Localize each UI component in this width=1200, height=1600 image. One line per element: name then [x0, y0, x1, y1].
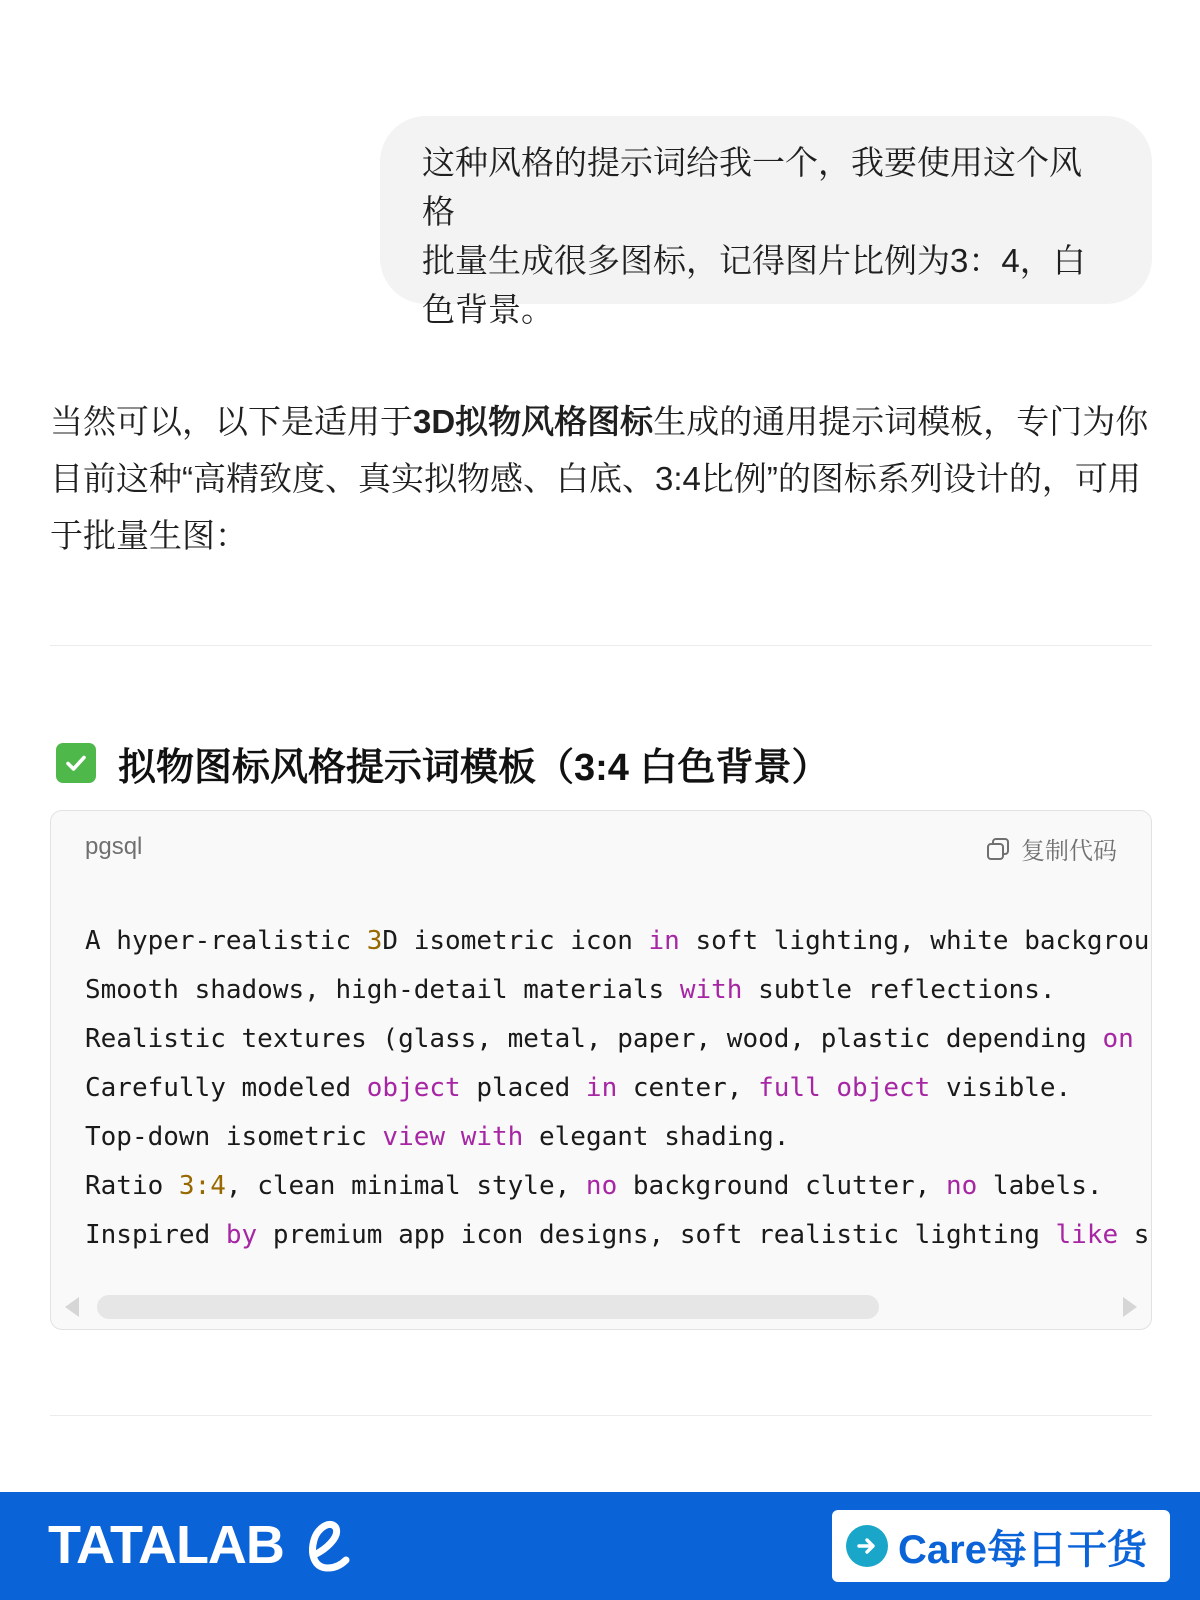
code-content[interactable]: [85, 917, 1151, 1260]
code-text: D isometric icon: [382, 926, 649, 956]
code-line: [85, 1015, 1151, 1064]
code-keyword: in: [648, 926, 680, 956]
user-message-line: 批量生成很多图标，记得图片比例为3：4，白: [422, 242, 1086, 279]
copy-code-button[interactable]: [985, 831, 1117, 866]
code-keyword: like: [1055, 1220, 1119, 1250]
code-text: soft lighting, white backgrou: [679, 926, 1150, 956]
user-message-bubble: [380, 116, 1152, 328]
care-badge-label: Care每日干货: [898, 1527, 1147, 1572]
code-text: [821, 1073, 837, 1103]
section-title-text: 拟物图标风格提示词模板（3:4 白色背景）: [118, 746, 830, 789]
scroll-right-icon[interactable]: [1123, 1297, 1137, 1317]
divider: [50, 1415, 1152, 1416]
code-number: 3:4: [178, 1171, 226, 1201]
code-text: A hyper-realistic: [85, 926, 367, 956]
code-text: premium app icon designs, soft realistic lighting: [257, 1220, 1056, 1250]
code-line: [85, 1211, 1151, 1260]
code-line: [85, 1113, 1151, 1162]
code-keyword: with: [460, 1122, 524, 1152]
assistant-intro: [50, 393, 1160, 564]
brand-name: TATALAB: [48, 1515, 284, 1575]
intro-bold-text: 3D拟物风格图标: [413, 403, 654, 440]
code-text: elegant shading.: [523, 1122, 790, 1152]
code-keyword: object: [366, 1073, 461, 1103]
arrow-right-icon: [846, 1525, 888, 1567]
footer-banner: [0, 1492, 1200, 1600]
code-keyword: with: [679, 975, 743, 1005]
code-text: s: [1118, 1220, 1150, 1250]
code-line: [85, 1162, 1151, 1211]
code-text: Realistic textures (glass, metal, paper, wood, plastic depending: [85, 1024, 1103, 1054]
code-text: subtle reflections.: [742, 975, 1056, 1005]
code-text: placed: [460, 1073, 586, 1103]
intro-text: 生成的通用提示词模板，专门为你: [653, 403, 1149, 440]
code-text: Inspired: [85, 1220, 226, 1250]
brand-logo: [48, 1512, 354, 1578]
code-text: Carefully modeled: [85, 1073, 367, 1103]
code-text: , clean minimal style,: [225, 1171, 586, 1201]
check-icon: [56, 743, 96, 783]
code-keyword: by: [225, 1220, 258, 1250]
scroll-left-icon[interactable]: [65, 1297, 79, 1317]
code-text: Ratio: [85, 1171, 179, 1201]
user-message-line: 色背景。: [422, 291, 554, 328]
intro-text: 当然可以，以下是适用于: [50, 403, 413, 440]
code-keyword: in: [585, 1073, 618, 1103]
code-line: [85, 1064, 1151, 1113]
code-text: center,: [617, 1073, 759, 1103]
code-text: Top-down isometric: [85, 1122, 383, 1152]
code-number: 3: [366, 926, 383, 956]
code-text: [445, 1122, 461, 1152]
intro-text: 于批量生图：: [50, 517, 248, 554]
code-text: visible.: [930, 1073, 1072, 1103]
code-keyword: no: [585, 1171, 618, 1201]
section-title: [56, 733, 829, 793]
divider: [50, 645, 1152, 646]
code-block: [50, 810, 1152, 1330]
code-line: [85, 966, 1151, 1015]
code-text: background clutter,: [617, 1171, 946, 1201]
horizontal-scrollbar[interactable]: [65, 1295, 1137, 1319]
copy-code-label: 复制代码: [1021, 838, 1117, 865]
intro-text: 目前这种“高精致度、真实拟物感、白底、3:4比例”的图标系列设计的，可用: [50, 460, 1141, 497]
brand-mark-icon: [302, 1514, 354, 1576]
copy-icon: [985, 836, 1011, 862]
code-language-label: pgsql: [85, 833, 143, 860]
code-keyword: full: [758, 1073, 821, 1103]
code-text: labels.: [977, 1171, 1103, 1201]
scrollbar-thumb[interactable]: [97, 1295, 879, 1319]
code-keyword: no: [945, 1171, 978, 1201]
care-badge: [832, 1510, 1170, 1582]
code-keyword: on: [1102, 1024, 1134, 1054]
code-keyword: view: [382, 1122, 446, 1152]
code-line: [85, 917, 1151, 966]
user-message-line: 这种风格的提示词给我一个，我要使用这个风格: [422, 144, 1082, 230]
code-keyword: object: [836, 1073, 931, 1103]
code-text: Smooth shadows, high-detail materials: [85, 975, 680, 1005]
